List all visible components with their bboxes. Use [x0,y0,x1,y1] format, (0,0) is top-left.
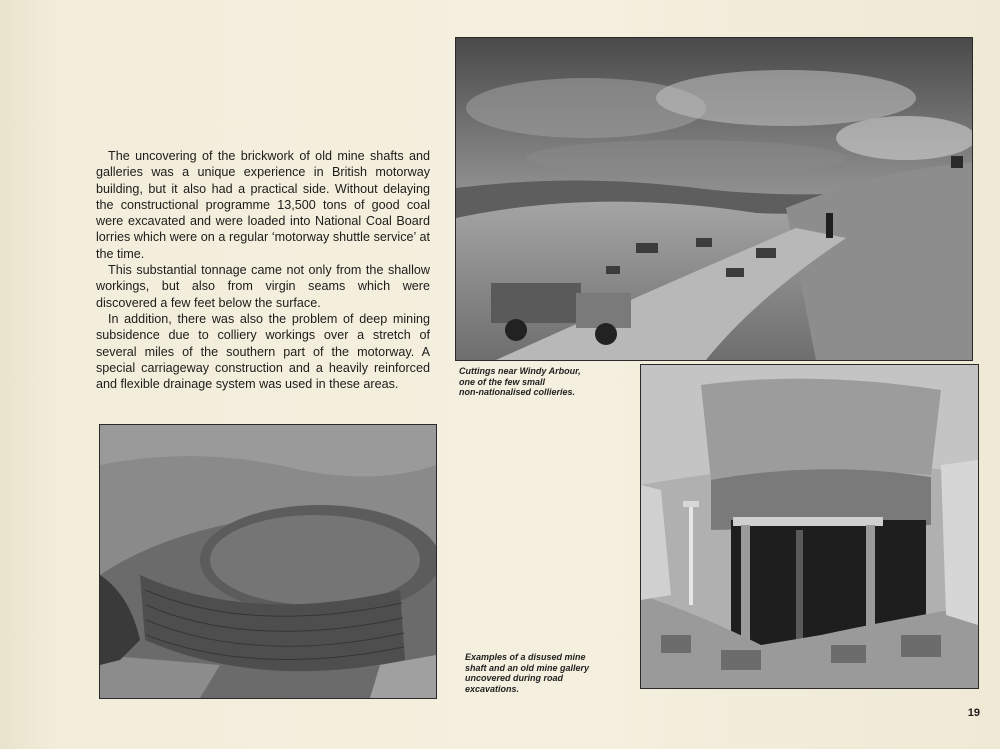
body-text [96,148,430,392]
paragraph-3: In addition, there was also the problem of deep mining subsidence due to colliery workings over a stretch of several miles of the southern part of the motorway. A special carriageway construction and a heavily reinforced and flexible drainage system was used in these areas. [96,311,430,392]
photo-cuttings-windy-arbour [455,37,973,361]
caption-line: Cuttings near Windy Arbour, [459,366,581,376]
caption-line: uncovered during road [465,673,564,683]
page-number: 19 [967,707,980,719]
caption-line: Examples of a disused mine [465,652,586,662]
paragraph-2: This substantial tonnage came not only from the shallow workings, but also from virgin seams which were discovered a few feet below the surface. [96,263,430,310]
caption-mine-shaft [465,652,635,694]
mine-gallery-image [641,365,978,688]
brick-shaft-image [100,425,436,698]
paragraph-1: The uncovering of the brickwork of old mine shafts and galleries was a unique experience in British motorway building, but it also had a practical side. Without delaying the constructional programme 13,500 tons of good coal were excavated and were loaded into National Coal Board lorries which were on a regular ‘motorway shuttle service’ at the time. [96,149,430,261]
cuttings-photo-image [456,38,972,360]
caption-line: one of the few small [459,376,546,387]
caption-line: shaft and an old mine gallery [465,662,590,673]
photo-brick-mine-shaft [99,424,437,699]
caption-line: non-nationalised collieries. [459,387,576,397]
photo-mine-gallery [640,364,979,689]
caption-line: excavations. [465,683,520,694]
caption-windy-arbour [459,366,629,398]
